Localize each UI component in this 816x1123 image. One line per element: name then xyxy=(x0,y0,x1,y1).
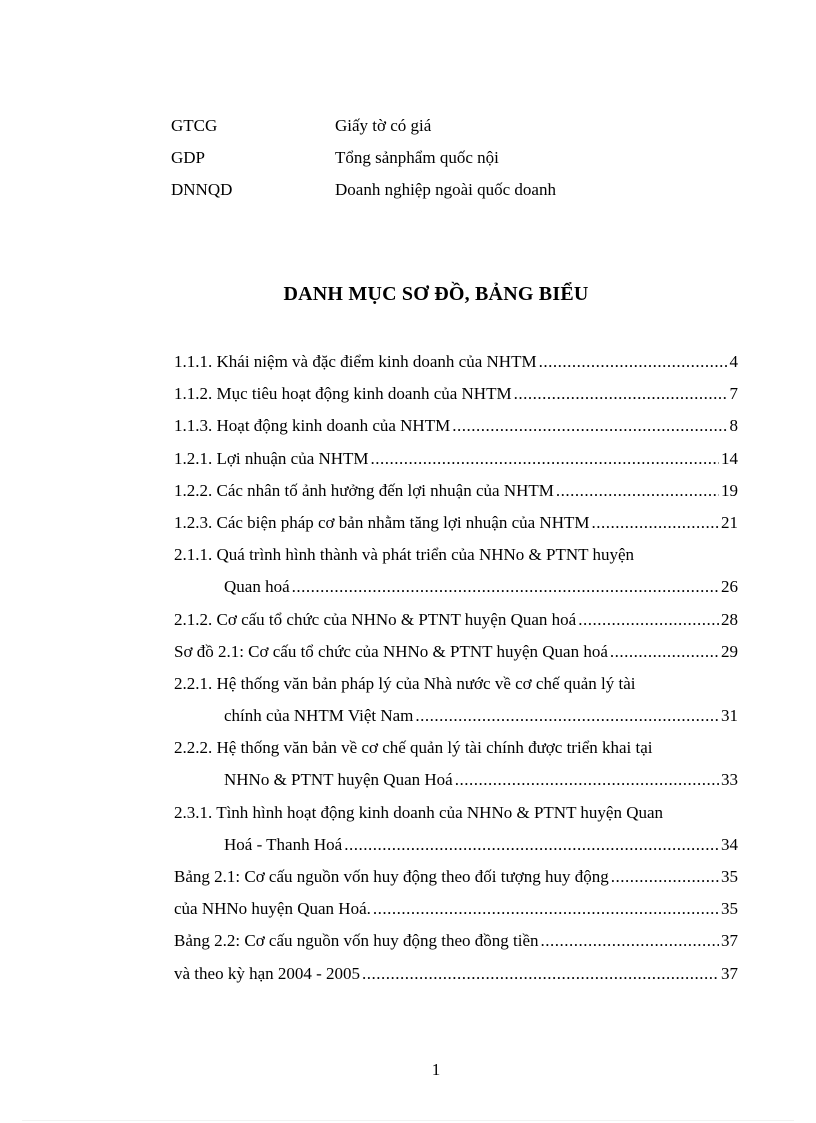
dot-leader xyxy=(344,830,719,860)
toc-page-number: 29 xyxy=(721,641,738,661)
abbreviation-meaning: Doanh nghiệp ngoài quốc doanh xyxy=(335,180,556,199)
toc-entry-label: 2.3.1. Tình hình hoạt động kinh doanh của NHNo & PTNT huyện Quan xyxy=(174,802,664,822)
toc-entry-label: 2.1.1. Quá trình hình thành và phát triển của NHNo & PTNT huyện xyxy=(174,545,635,565)
toc-entry[interactable] xyxy=(174,733,738,765)
toc-entry-continuation[interactable] xyxy=(174,765,738,797)
dot-leader xyxy=(514,379,728,409)
toc-entry-continuation[interactable] xyxy=(174,830,738,862)
dot-leader xyxy=(292,572,719,602)
page-number: 1 xyxy=(431,1060,441,1079)
toc-entry-label: 1.2.2. Các nhân tố ảnh hưởng đến lợi nhuận của NHTM xyxy=(174,480,554,500)
toc-entry[interactable] xyxy=(174,379,738,411)
dot-leader xyxy=(452,411,727,441)
table-of-contents xyxy=(174,347,738,991)
dot-leader xyxy=(611,862,719,892)
toc-page-number: 7 xyxy=(729,384,738,404)
dot-leader xyxy=(592,508,720,538)
toc-entry[interactable] xyxy=(174,862,738,894)
toc-page-number: 37 xyxy=(721,931,738,951)
toc-entry-continuation[interactable] xyxy=(174,572,738,604)
dot-leader xyxy=(415,701,719,731)
toc-entry-continuation[interactable] xyxy=(174,701,738,733)
toc-entry-label: Hoá - Thanh Hoá xyxy=(224,834,343,854)
toc-entry[interactable] xyxy=(174,637,738,669)
toc-page-number: 31 xyxy=(721,706,738,726)
abbreviation-code: GTCG xyxy=(171,116,218,135)
dot-leader xyxy=(541,926,719,956)
toc-entry[interactable] xyxy=(174,669,738,701)
toc-entry-label: và theo kỳ hạn 2004 - 2005 xyxy=(174,963,361,983)
toc-entry-label: 2.1.2. Cơ cấu tổ chức của NHNo & PTNT huyện Quan hoá xyxy=(174,609,577,629)
toc-page-number: 14 xyxy=(721,448,738,468)
toc-entry[interactable] xyxy=(174,894,738,926)
toc-page-number: 35 xyxy=(721,899,738,919)
toc-entry-label: 2.2.2. Hệ thống văn bản về cơ chế quản lý tài chính được triển khai tại xyxy=(174,738,653,758)
toc-entry-label: NHNo & PTNT huyện Quan Hoá xyxy=(224,770,453,790)
toc-entry-label: Bảng 2.2: Cơ cấu nguồn vốn huy động theo đồng tiền xyxy=(174,931,539,951)
page-bottom-divider xyxy=(22,1120,794,1121)
abbreviation-code: GDP xyxy=(171,148,206,167)
toc-entry-label: Quan hoá xyxy=(224,577,290,597)
dot-leader xyxy=(610,637,719,667)
abbreviation-meaning: Tổng sảnphẩm quốc nội xyxy=(335,148,499,167)
toc-entry-label: 1.1.2. Mục tiêu hoạt động kinh doanh của NHTM xyxy=(174,384,512,404)
toc-entry-label: chính của NHTM Việt Nam xyxy=(224,706,414,726)
toc-entry-label: Bảng 2.1: Cơ cấu nguồn vốn huy động theo đối tượng huy động xyxy=(174,867,609,886)
abbreviation-code: DNNQD xyxy=(171,180,233,199)
section-title: DANH MỤC SƠ ĐỒ, BẢNG BIỂU xyxy=(283,283,589,305)
toc-page-number: 4 xyxy=(729,352,738,371)
toc-entry[interactable] xyxy=(174,926,738,958)
toc-page-number: 8 xyxy=(729,416,738,436)
toc-page-number: 34 xyxy=(721,834,738,854)
toc-page-number: 33 xyxy=(721,770,738,790)
toc-entry-label: 1.2.3. Các biện pháp cơ bản nhằm tăng lợi nhuận của NHTM xyxy=(174,512,590,532)
dot-leader xyxy=(578,605,719,635)
dot-leader xyxy=(371,444,719,474)
toc-entry-label: của NHNo huyện Quan Hoá. xyxy=(174,899,371,919)
dot-leader xyxy=(455,765,719,795)
toc-page-number: 21 xyxy=(721,512,738,532)
toc-entry-label: 1.1.3. Hoạt động kinh doanh của NHTM xyxy=(174,416,451,436)
toc-entry[interactable] xyxy=(174,444,738,476)
toc-entry-label: 1.2.1. Lợi nhuận của NHTM xyxy=(174,448,369,468)
toc-entry-label: 1.1.1. Khái niệm và đặc điểm kinh doanh của NHTM xyxy=(174,352,537,371)
toc-page-number: 35 xyxy=(721,867,738,886)
toc-entry[interactable] xyxy=(174,959,738,991)
toc-page-number: 37 xyxy=(721,963,738,983)
toc-entry[interactable] xyxy=(174,605,738,637)
toc-page-number: 26 xyxy=(721,577,738,597)
toc-entry-label: Sơ đồ 2.1: Cơ cấu tổ chức của NHNo & PTNT huyện Quan hoá xyxy=(174,641,608,661)
toc-entry[interactable] xyxy=(174,508,738,540)
dot-leader xyxy=(373,894,719,924)
toc-entry[interactable] xyxy=(174,476,738,508)
abbreviation-meaning: Giấy tờ có giá xyxy=(335,116,432,135)
toc-entry[interactable] xyxy=(174,540,738,572)
toc-page-number: 19 xyxy=(721,480,738,500)
toc-entry[interactable] xyxy=(174,347,738,379)
dot-leader xyxy=(362,959,719,989)
toc-entry[interactable] xyxy=(174,798,738,830)
toc-entry[interactable] xyxy=(174,411,738,443)
toc-entry-label: 2.2.1. Hệ thống văn bản pháp lý của Nhà nước về cơ chế quản lý tài xyxy=(174,673,636,693)
dot-leader xyxy=(539,347,728,377)
dot-leader xyxy=(556,476,719,506)
toc-page-number: 28 xyxy=(721,609,738,629)
